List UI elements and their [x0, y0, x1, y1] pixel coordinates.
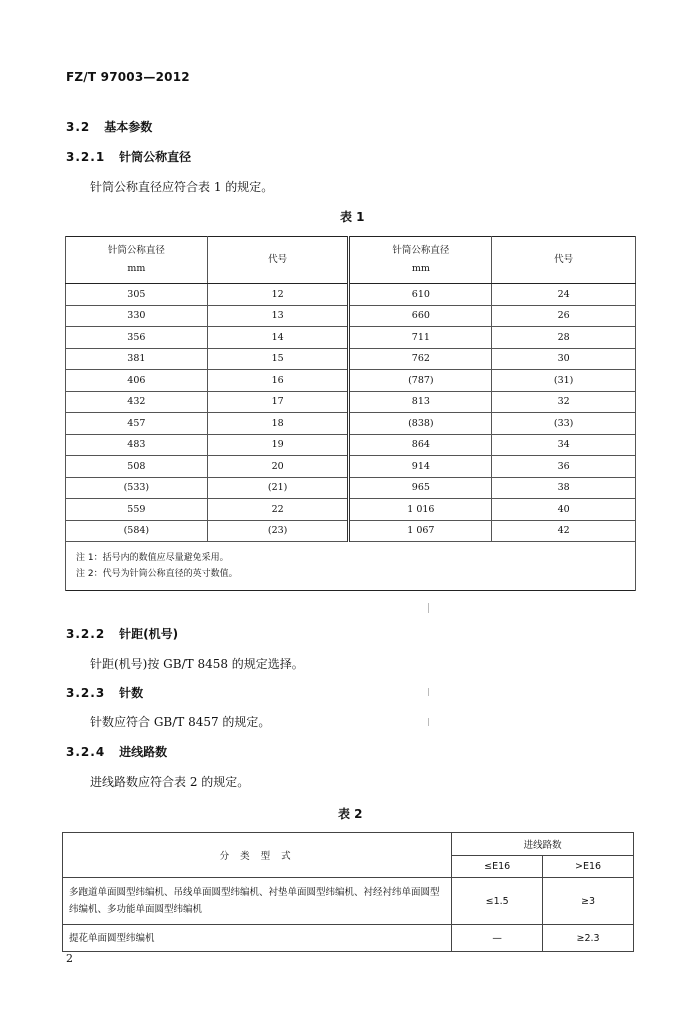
code-cell: 16	[207, 370, 349, 392]
code-cell: 32	[492, 391, 636, 413]
gt-cell: ≥2.3	[543, 925, 634, 952]
header-diameter: 针筒公称直径 mm	[66, 237, 208, 284]
section-number: 3.2.2	[66, 627, 106, 641]
diameter-cell: 1 067	[349, 520, 492, 542]
table2-header-row	[63, 833, 634, 856]
scan-mark	[428, 603, 429, 613]
page-number: 2	[66, 952, 73, 965]
code-cell: 13	[207, 305, 349, 327]
diameter-cell: 1 016	[349, 499, 492, 521]
note-1: 注 1：括号内的数值应尽量避免采用。	[76, 553, 229, 563]
code-cell: (23)	[207, 520, 349, 542]
code-cell: 42	[492, 520, 636, 542]
code-cell: 40	[492, 499, 636, 521]
code-cell: 17	[207, 391, 349, 413]
diameter-cell: 711	[349, 327, 492, 349]
table-row	[66, 477, 636, 499]
header-feeders: 进线路数	[452, 833, 634, 856]
section-3-2-2-heading	[66, 625, 178, 642]
code-cell: (21)	[207, 477, 349, 499]
code-cell: 15	[207, 348, 349, 370]
table-row	[66, 456, 636, 478]
table-row	[63, 925, 634, 952]
section-number: 3.2.1	[66, 150, 106, 164]
le-cell: ≤1.5	[452, 878, 543, 925]
section-3-2-4-heading	[66, 743, 167, 760]
section-3-2-1-heading	[66, 148, 191, 165]
table1-header-row	[66, 237, 636, 284]
diameter-cell: 610	[349, 284, 492, 306]
gt-cell: ≥3	[543, 878, 634, 925]
diameter-cell: 813	[349, 391, 492, 413]
diameter-cell: (533)	[66, 477, 208, 499]
section-3-2-2-text: 针距(机号)按 GB/T 8458 的规定选择。	[90, 657, 304, 671]
code-cell: 30	[492, 348, 636, 370]
diameter-cell: 508	[66, 456, 208, 478]
diameter-cell: 864	[349, 434, 492, 456]
table1-notes	[66, 542, 636, 591]
table-row	[66, 284, 636, 306]
section-title: 针筒公称直径	[119, 150, 192, 164]
header-code: 代号	[492, 237, 636, 284]
code-cell: 22	[207, 499, 349, 521]
header-code: 代号	[207, 237, 349, 284]
le-cell: —	[452, 925, 543, 952]
table-row	[66, 305, 636, 327]
code-cell: 18	[207, 413, 349, 435]
diameter-cell: 381	[66, 348, 208, 370]
table-row	[66, 327, 636, 349]
table1-caption: 表 1	[340, 210, 365, 224]
section-title: 基本参数	[104, 120, 153, 134]
header-diameter: 针筒公称直径 mm	[349, 237, 492, 284]
diameter-cell: 406	[66, 370, 208, 392]
diameter-cell: 330	[66, 305, 208, 327]
code-cell: 28	[492, 327, 636, 349]
table-row	[63, 878, 634, 925]
section-number: 3.2.4	[66, 745, 106, 759]
type-cell: 提花单面圆型纬编机	[63, 925, 452, 952]
section-3-2-heading	[66, 118, 152, 135]
table-row	[66, 348, 636, 370]
header-type: 分 类 型 式	[63, 833, 452, 878]
table-row	[66, 413, 636, 435]
diameter-cell: (787)	[349, 370, 492, 392]
diameter-cell: 914	[349, 456, 492, 478]
note-2: 注 2：代号为针筒公称直径的英寸数值。	[76, 569, 238, 579]
code-cell: 26	[492, 305, 636, 327]
diameter-cell: 965	[349, 477, 492, 499]
diameter-cell: (584)	[66, 520, 208, 542]
section-3-2-3-heading	[66, 684, 143, 701]
table-row	[66, 370, 636, 392]
table-row	[66, 434, 636, 456]
table1	[65, 236, 636, 591]
section-title: 针数	[119, 686, 144, 700]
section-number: 3.2.3	[66, 686, 106, 700]
table-row	[66, 391, 636, 413]
code-cell: 20	[207, 456, 349, 478]
diameter-cell: 305	[66, 284, 208, 306]
scan-mark	[428, 688, 429, 696]
section-3-2-3-text: 针数应符合 GB/T 8457 的规定。	[90, 715, 271, 729]
subheader-le-e16: ≤E16	[452, 855, 543, 878]
table2	[62, 832, 634, 952]
code-cell: 14	[207, 327, 349, 349]
table-row	[66, 499, 636, 521]
code-cell: 36	[492, 456, 636, 478]
type-cell: 多跑道单面圆型纬编机、吊线单面圆型纬编机、衬垫单面圆型纬编机、衬经衬纬单面圆型纬编机、多功能单面圆型纬编机	[63, 878, 452, 925]
section-3-2-4-text: 进线路数应符合表 2 的规定。	[90, 775, 250, 789]
code-cell: 24	[492, 284, 636, 306]
code-cell: 12	[207, 284, 349, 306]
section-title: 进线路数	[119, 745, 168, 759]
table2-caption: 表 2	[338, 807, 363, 821]
standard-code-header: FZ/T 97003—2012	[66, 70, 190, 84]
code-cell: 34	[492, 434, 636, 456]
diameter-cell: 356	[66, 327, 208, 349]
section-number: 3.2	[66, 120, 91, 134]
code-cell: (33)	[492, 413, 636, 435]
section-title: 针距(机号)	[119, 627, 179, 641]
diameter-cell: 559	[66, 499, 208, 521]
diameter-cell: 457	[66, 413, 208, 435]
diameter-cell: 483	[66, 434, 208, 456]
diameter-cell: 762	[349, 348, 492, 370]
table-row	[66, 520, 636, 542]
section-3-2-1-text: 针筒公称直径应符合表 1 的规定。	[90, 180, 274, 194]
diameter-cell: (838)	[349, 413, 492, 435]
scan-mark	[428, 718, 429, 726]
code-cell: 38	[492, 477, 636, 499]
diameter-cell: 432	[66, 391, 208, 413]
code-cell: (31)	[492, 370, 636, 392]
subheader-gt-e16: >E16	[543, 855, 634, 878]
diameter-cell: 660	[349, 305, 492, 327]
code-cell: 19	[207, 434, 349, 456]
